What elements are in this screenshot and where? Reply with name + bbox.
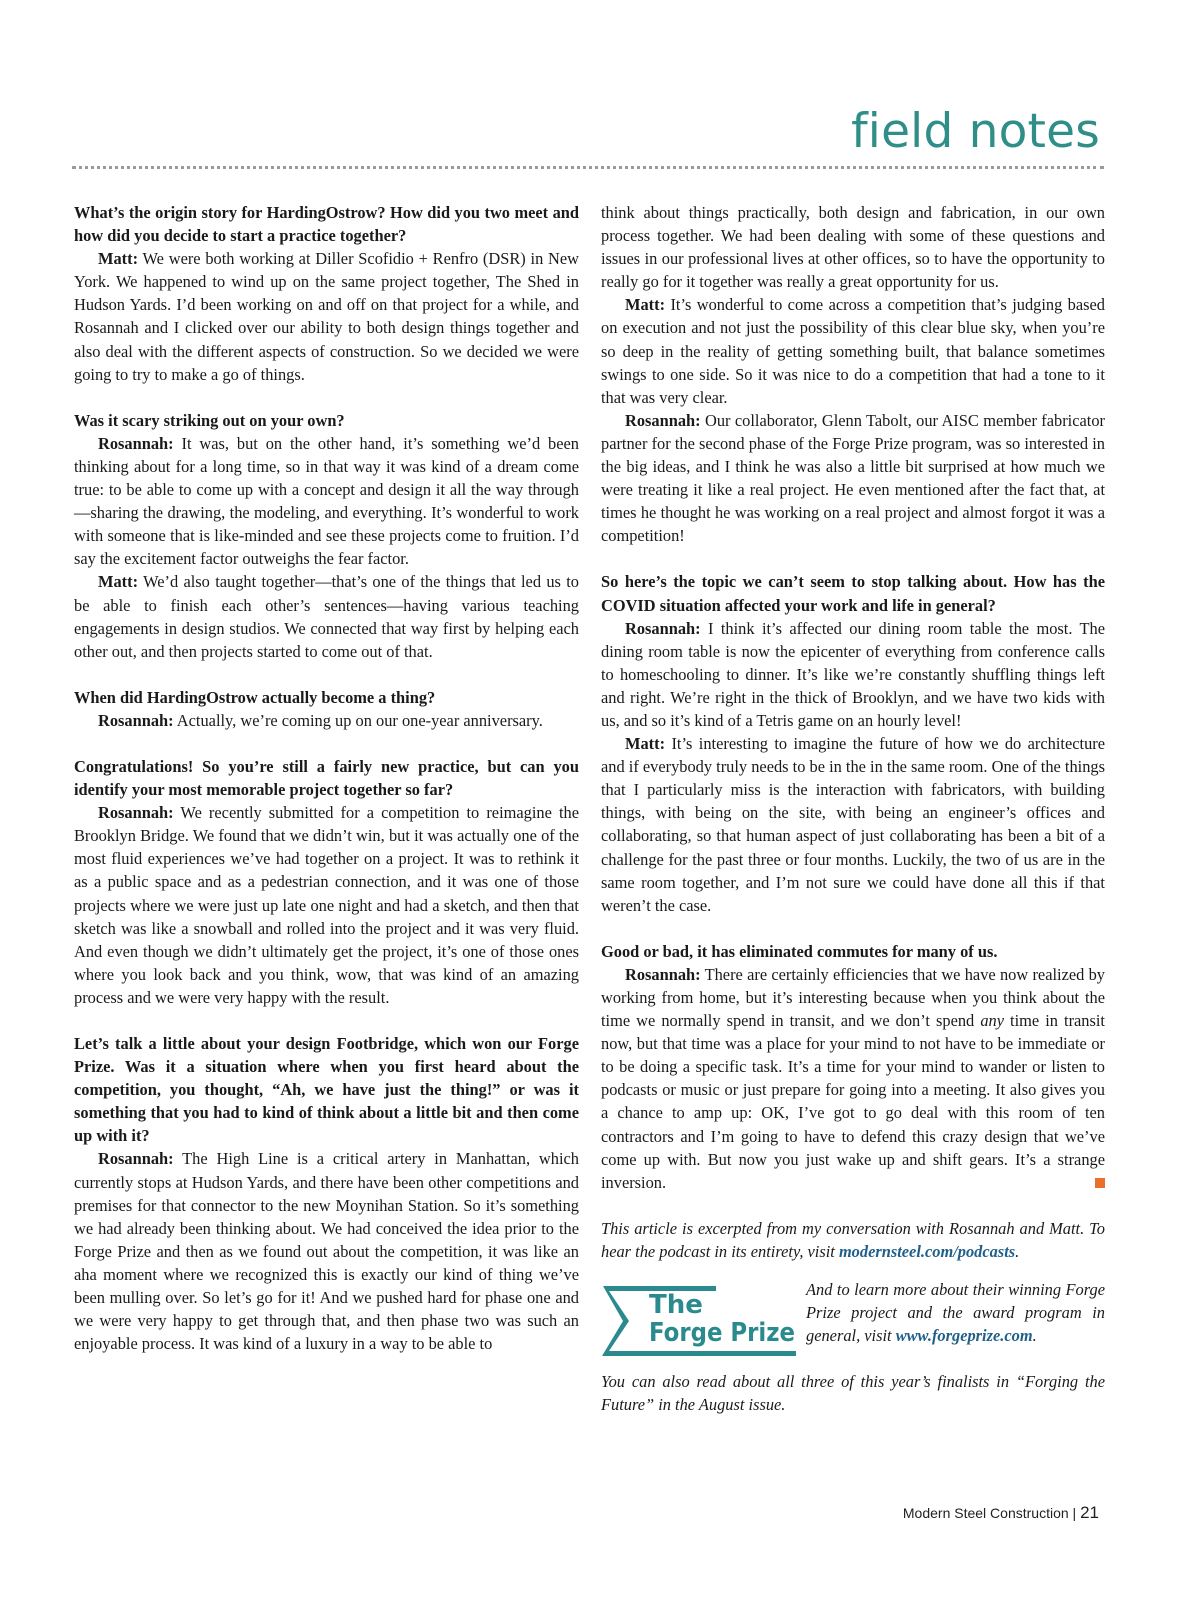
answer-text: time in transit now, but that time was a place for your mind to not have to be immediate or to be doing a specific task. It’s a time for your mind to wander or listen to podcasts or music or just prepare for going into a meeting. It also gives you a chance to amp up: OK, I’ve got to go deal with this room of ten contractors and I’m going to have to defend this crazy design that we’ve come up with. But now you just wake up and shift gears. It’s a strange inversion.: [601, 1011, 1105, 1192]
answer-paragraph: [74, 432, 579, 571]
paragraph-gap: [74, 386, 579, 409]
paragraph-gap: [601, 1194, 1105, 1217]
answer-text: We were both working at Diller Scofidio + Renfro (DSR) in New York. We happened to wind up on the same project together, The Shed in Hudson Yards. I’d been working on and off on that project for a while, and Rosannah and I clicked over our ability to both design things together and also deal with the different aspects of construction. So we decided we were going to try to make a go of things.: [74, 249, 579, 384]
answer-paragraph: [74, 247, 579, 386]
speaker-label: Matt:: [98, 572, 139, 592]
speaker-label: Matt:: [625, 295, 666, 315]
answer-text: We recently submitted for a competition to reimagine the Brooklyn Bridge. We found that we didn’t win, but it was actually one of the most fluid experiences we’ve had together on a project. It was to rethink it as a public space and as a pedestrian connection, and it was one of those projects where we were just up late one night and had a sketch, and then that sketch was like a snowball and rolled into the project and it was very fluid. And even though we didn’t ultimately get the project, it’s one of those ones where you look back and you think, wow, that was kind of an amazing process and we were very happy with the result.: [74, 803, 579, 1007]
speaker-label: Rosannah:: [98, 803, 174, 823]
question-become-a-thing: When did HardingOstrow actually become a thing?: [74, 687, 436, 707]
paragraph-gap: [601, 917, 1105, 940]
note-text: .: [1032, 1326, 1037, 1346]
note-text: And to learn more about their winning Forge Prize project and the award program in general, visit: [806, 1280, 1105, 1346]
answer-paragraph: [74, 709, 579, 732]
paragraph-gap: [74, 1009, 579, 1032]
answer-text: There are certainly efficiencies that we have now realized by working from home, but it’s interesting because when you think about the time we normally spend in transit, and we don’t spend: [601, 964, 1105, 1031]
answer-paragraph-continued: think about things practically, both design and fabrication, in our own process together. We had been dealing with some of these questions and issues in our professional lives at other offices, so to have the opportunity to really go for it together was really a great opportunity for us.: [601, 203, 1105, 292]
question-covid: So here’s the topic we can’t seem to stop talking about. How has the COVID situation affected your work and life in general?: [601, 572, 1105, 615]
page-number: 21: [1080, 1503, 1099, 1522]
section-title: field notes: [851, 104, 1100, 159]
answer-paragraph: [601, 409, 1105, 548]
footer-separator: |: [1072, 1505, 1077, 1521]
forge-prize-block: [601, 1278, 1105, 1370]
answer-text: We’d also taught together—that’s one of the things that led us to be able to finish each other’s sentences—having various teaching engagements in design studios. We connected that way first by helping each other out, and then projects started to come out of that.: [74, 572, 579, 661]
speaker-label: Matt:: [625, 734, 666, 754]
podcast-link[interactable]: modernsteel.com/podcasts: [838, 1241, 1016, 1261]
question-origin-story: What’s the origin story for HardingOstrow? How did you two meet and how did you decide to start a practice together?: [74, 203, 579, 246]
left-column: [74, 201, 579, 1355]
note-text: This article is excerpted from my conversation with Rosannah and Matt. To hear the podcast in its entirety, visit: [601, 1218, 1105, 1261]
speaker-label: Rosannah:: [98, 710, 174, 730]
finalists-note: You can also read about all three of this year’s finalists in “Forging the Future” in the August issue.: [601, 1372, 1105, 1415]
forge-prize-note: [806, 1278, 1105, 1347]
answer-paragraph: [74, 1147, 579, 1355]
right-column: [601, 201, 1105, 1416]
logo-text-forge-prize: Forge Prize: [649, 1318, 795, 1349]
dotted-divider: [72, 166, 1104, 169]
answer-paragraph: [601, 617, 1105, 732]
answer-text: It’s interesting to imagine the future of how we do architecture and if everybody truly needs to be in the in the same room. One of the things that I particularly miss is the interaction with fabricators, with building things, with being on the site, with being an engineer’s offices and collaborating, so that human aspect of just collaborating has been a bit of a challenge for the past three or four months. Luckily, the two of us are in the same room together, and I’m not sure we could have done all this if that weren’t the case.: [601, 734, 1105, 915]
answer-text: I think it’s affected our dining room table the most. The dining room table is now the epicenter of everything from conference calls to homeschooling to dinner. It’s like we’re constantly shuffling things left and right. We’re right in the thick of Brooklyn, and we have two kids with us, and so it’s kind of a Tetris game on an hourly level!: [601, 618, 1105, 730]
note-text: .: [1015, 1241, 1020, 1261]
end-of-article-mark: [1095, 1178, 1105, 1188]
podcast-note: [601, 1217, 1105, 1263]
speaker-label: Rosannah:: [625, 410, 701, 430]
question-footbridge: Let’s talk a little about your design Footbridge, which won our Forge Prize. Was it a situation where when you first heard about the competition, you thought, “Ah, we have just the thing!” or was it something that you had to kind of think about a little bit and then come up with it?: [74, 1034, 579, 1146]
answer-text: Our collaborator, Glenn Tabolt, our AISC member fabricator partner for the second phase of the Forge Prize program, was so interested in the big ideas, and I think he was also a little bit surprised at how much we were treating it like a real project. He even mentioned after the fact that, at times he thought he was working on a real project and almost forgot it was a competition!: [601, 410, 1105, 546]
publication-name: Modern Steel Construction: [902, 1505, 1069, 1521]
speaker-label: Matt:: [98, 249, 139, 269]
forge-prize-logo: [601, 1284, 796, 1358]
paragraph-gap: [74, 732, 579, 755]
speaker-label: Rosannah:: [625, 618, 701, 638]
answer-paragraph: [601, 293, 1105, 408]
logo-text-the: The: [649, 1290, 703, 1321]
speaker-label: Rosannah:: [98, 1149, 174, 1169]
forge-prize-link[interactable]: www.forgeprize.com: [895, 1326, 1033, 1346]
answer-text: The High Line is a critical artery in Manhattan, which currently stops at Hudson Yards, and there have been other competitions and premises for that connector to the new Moynihan Station. So it’s something we had already been thinking about. We had conceived the idea prior to the Forge Prize and then as we found out about the competition, it was like an aha moment where we recognized this is exactly our kind of thing we’ve been mulling over. So let’s go for it! And we pushed hard for phase one and we were very happy to get through that, and then phase two was such an enjoyable process. It was kind of a luxury in a way to be able to: [74, 1149, 579, 1354]
speaker-label: Rosannah:: [98, 433, 174, 453]
paragraph-gap: [601, 547, 1105, 570]
answer-paragraph: [74, 570, 579, 662]
answer-text: Actually, we’re coming up on our one-year anniversary.: [173, 710, 543, 730]
answer-text: It’s wonderful to come across a competition that’s judging based on execution and not just the possibility of this clear blue sky, when you’re so deep in the reality of getting something built, that balance sometimes swings to one side. So it was nice to do a competition that had a tone to it that was very clear.: [601, 295, 1105, 407]
question-commutes: Good or bad, it has eliminated commutes for many of us.: [601, 941, 998, 961]
answer-paragraph: [601, 732, 1105, 917]
speaker-label: Rosannah:: [625, 964, 701, 984]
answer-paragraph: [74, 801, 579, 1009]
question-striking-out: Was it scary striking out on your own?: [74, 410, 345, 430]
answer-emphasis: any: [980, 1011, 1004, 1031]
answer-paragraph: [601, 963, 1105, 1194]
paragraph-gap: [74, 663, 579, 686]
answer-text: It was, but on the other hand, it’s something we’d been thinking about for a long time, so in that way it was kind of a dream come true: to be able to come up with a concept and design it all the way through—sharing the drawing, the modeling, and everything. It’s wonderful to work with someone that is like-minded and see these projects come to fruition. I’d say the excitement factor outweighs the fear factor.: [74, 433, 579, 569]
page-footer: [903, 1503, 1099, 1523]
question-memorable-project: Congratulations! So you’re still a fairly new practice, but can you identify your most memorable project together so far?: [74, 756, 579, 800]
